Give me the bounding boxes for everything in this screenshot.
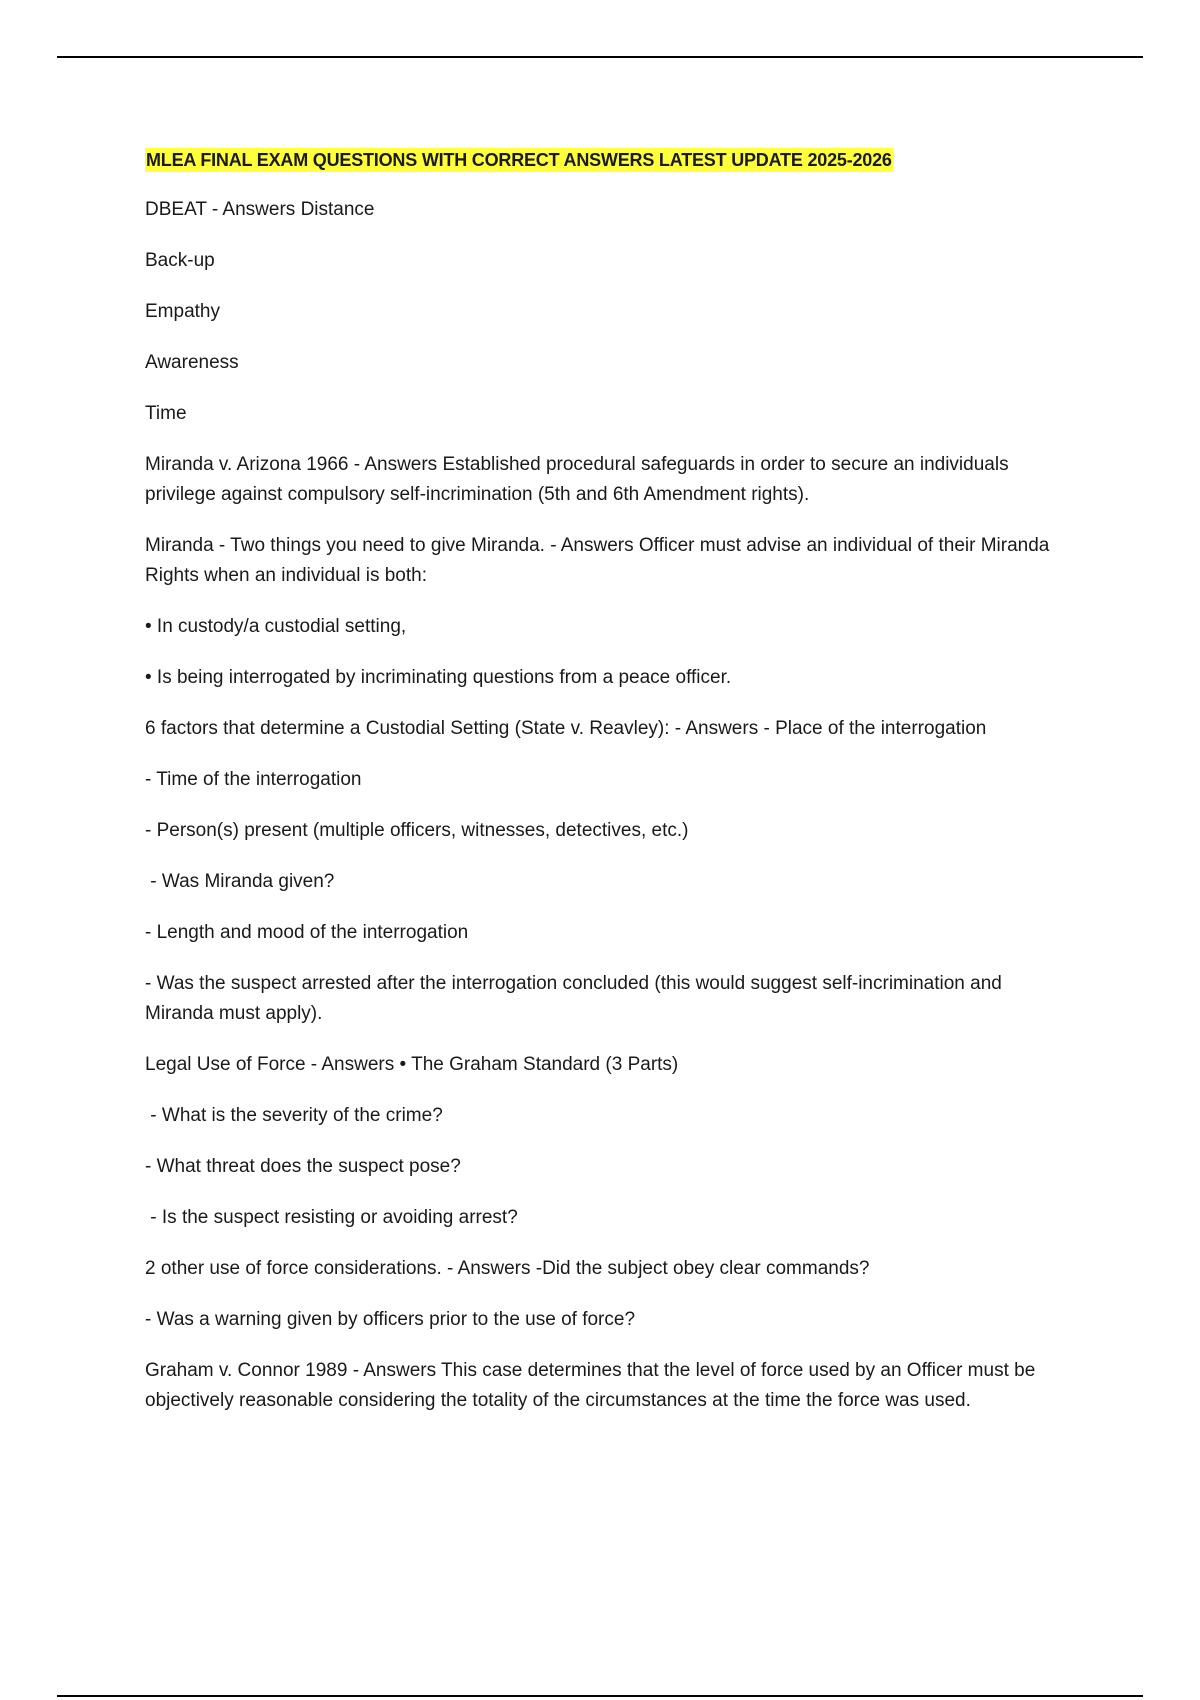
paragraph-resisting: - Is the suspect resisting or avoiding arrest? bbox=[145, 1207, 518, 1228]
paragraph-miranda-given: - Was Miranda given? bbox=[145, 871, 335, 892]
document-title: MLEA FINAL EXAM QUESTIONS WITH CORRECT ANSWERS LATEST UPDATE 2025-2026 bbox=[146, 150, 892, 170]
paragraph-graham-v-connor: Graham v. Connor 1989 - Answers This case determines that the level of force used by an Officer must be objectively reasonable considering the totality of the circumstances at the time the force was used. bbox=[145, 1360, 1036, 1411]
paragraph-miranda-v-arizona: Miranda v. Arizona 1966 - Answers Established procedural safeguards in order to secure an individuals privilege against compulsory self-incrimination (5th and 6th Amendment rights). bbox=[145, 454, 1009, 505]
paragraph-length-and-mood: - Length and mood of the interrogation bbox=[145, 922, 469, 943]
document-body bbox=[145, 146, 1075, 1437]
paragraph-time-of-interrogation: - Time of the interrogation bbox=[145, 769, 362, 790]
paragraph-in-custody: • In custody/a custodial setting, bbox=[145, 616, 407, 637]
paragraph-suspect-arrested: - Was the suspect arrested after the interrogation concluded (this would suggest self-incrimination and Miranda must apply). bbox=[145, 973, 1002, 1024]
document-title-wrapper bbox=[145, 146, 1075, 195]
paragraph-other-considerations: 2 other use of force considerations. - Answers -Did the subject obey clear commands? bbox=[145, 1258, 870, 1279]
top-rule bbox=[57, 56, 1143, 58]
paragraph-persons-present: - Person(s) present (multiple officers, witnesses, detectives, etc.) bbox=[145, 820, 689, 841]
paragraph-threat: - What threat does the suspect pose? bbox=[145, 1156, 461, 1177]
bottom-rule bbox=[57, 1695, 1143, 1697]
paragraph-interrogated: • Is being interrogated by incriminating questions from a peace officer. bbox=[145, 667, 732, 688]
paragraph-warning-given: - Was a warning given by officers prior to the use of force? bbox=[145, 1309, 636, 1330]
paragraph-awareness: Awareness bbox=[145, 352, 239, 373]
paragraph-time: Time bbox=[145, 403, 187, 424]
paragraph-miranda-two-things: Miranda - Two things you need to give Miranda. - Answers Officer must advise an individual of their Miranda Rights when an individual is both: bbox=[145, 535, 1050, 586]
paragraph-backup: Back-up bbox=[145, 250, 215, 271]
paragraph-legal-use-of-force: Legal Use of Force - Answers • The Graham Standard (3 Parts) bbox=[145, 1054, 679, 1075]
paragraph-six-factors: 6 factors that determine a Custodial Setting (State v. Reavley): - Answers - Place of the interrogation bbox=[145, 718, 987, 739]
paragraph-empathy: Empathy bbox=[145, 301, 220, 322]
paragraph-dbeat: DBEAT - Answers Distance bbox=[145, 199, 375, 220]
paragraph-severity: - What is the severity of the crime? bbox=[145, 1105, 443, 1126]
